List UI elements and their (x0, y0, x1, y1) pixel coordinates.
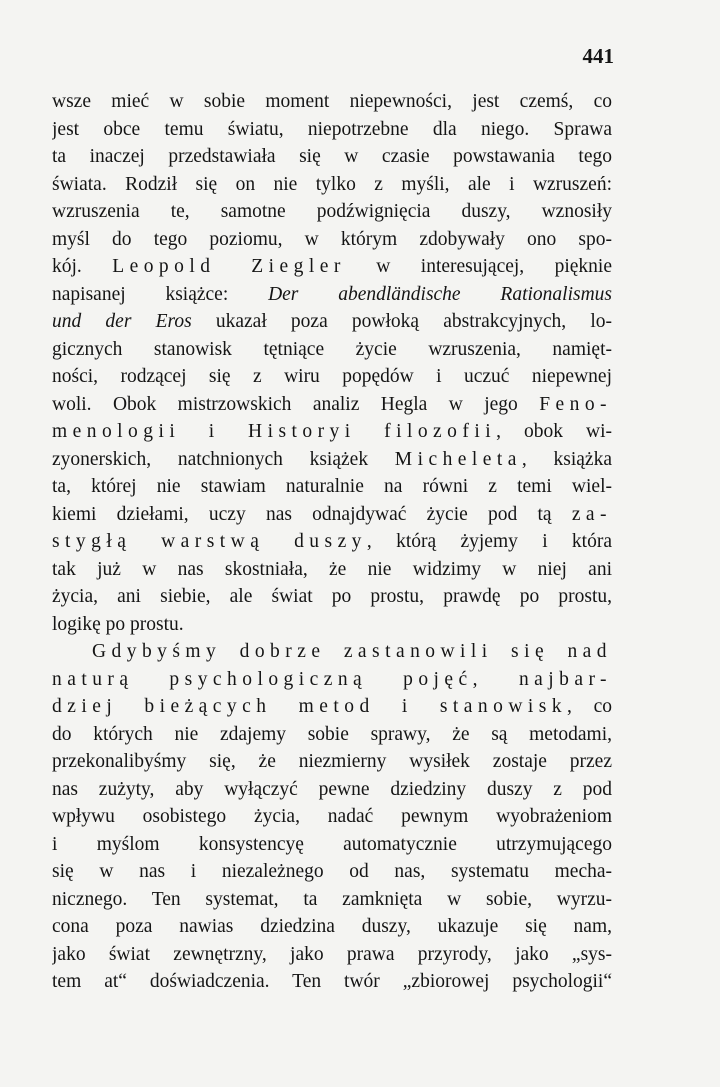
text-line: und der Eros ukazał poza powłoką abstrakcyjnych, lo- (52, 311, 612, 332)
text-line: napisanej książce: Der abendländische Rationalismus (52, 283, 612, 305)
text-line: i myślom konsystencyę automatycznie utrzymującego (52, 833, 612, 855)
text-line: myśl do tego poziomu, w którym zdobywały ono spo- (52, 228, 612, 250)
text-line: świata. Rodził się on nie tylko z myśli, ale i wzruszeń: (52, 173, 612, 195)
text-line: wzruszenia te, samotne podźwignięcia duszy, wznosiły (52, 201, 612, 222)
text-line: ta inaczej przedstawiała się w czasie powstawania tego (52, 146, 612, 167)
text-line: cona poza nawias dziedzina duszy, ukazuje się nam, (52, 916, 612, 937)
text-line: gicznych stanowisk tętniące życie wzruszenia, namięt- (52, 338, 612, 360)
text-line: ności, rodzącej się z wiru popędów i uczuć niepewnej (52, 366, 612, 387)
text-line: tem at“ doświadczenia. Ten twór „zbiorowej psychologii“ (52, 971, 612, 992)
text-line: nas zużyty, aby wyłączyć pewne dziedziny duszy z pod (52, 778, 612, 800)
text-line: zyonerskich, natchnionych książek Micheleta, książka (52, 448, 612, 470)
text-line: kiemi dziełami, uczy nas odnajdywać życie pod tą za- (52, 503, 612, 525)
text-line: wsze mieć w sobie moment niepewności, jest czemś, co (52, 91, 612, 112)
text-line: menologii i Historyi filozofii, obok wi- (52, 421, 612, 442)
text-line: jako świat zewnętrzny, jako prawa przyrody, jako „sys- (52, 943, 612, 965)
text-line: jest obce temu światu, niepotrzebne dla niego. Sprawa (52, 118, 612, 140)
text-line: tak już w nas skostniała, że nie widzimy w niej ani (52, 558, 612, 580)
text-line: logikę po prostu. (52, 613, 184, 635)
page-number: 441 (582, 44, 614, 68)
text-line: ta, której nie stawiam naturalnie na równi z temi wiel- (52, 476, 612, 497)
text-line: dziej bieżących metod i stanowisk, co (52, 696, 612, 717)
text-line: naturą psychologiczną pojęć, najbar- (52, 668, 612, 690)
text-line: do których nie zdajemy sobie sprawy, że są metodami, (52, 723, 612, 745)
text-line: Gdybyśmy dobrze zastanowili się nad (92, 641, 612, 662)
text-line: przekonalibyśmy się, że niezmierny wysiłek zostaje przez (52, 751, 612, 772)
body-text (52, 88, 612, 996)
text-line: woli. Obok mistrzowskich analiz Hegla w jego Feno- (52, 393, 612, 415)
text-line: życia, ani siebie, ale świat po prostu, prawdę po prostu, (52, 586, 612, 607)
text-line: stygłą warstwą duszy, którą żyjemy i która (52, 531, 612, 552)
text-line: nicznego. Ten systemat, ta zamknięta w sobie, wyrzu- (52, 888, 612, 910)
text-line: wpływu osobistego życia, nadać pewnym wyobrażeniom (52, 806, 612, 827)
text-line: się w nas i niezależnego od nas, systematu mecha- (52, 861, 612, 882)
text-line: kój. Leopold Ziegler w interesującej, pięknie (52, 256, 612, 277)
